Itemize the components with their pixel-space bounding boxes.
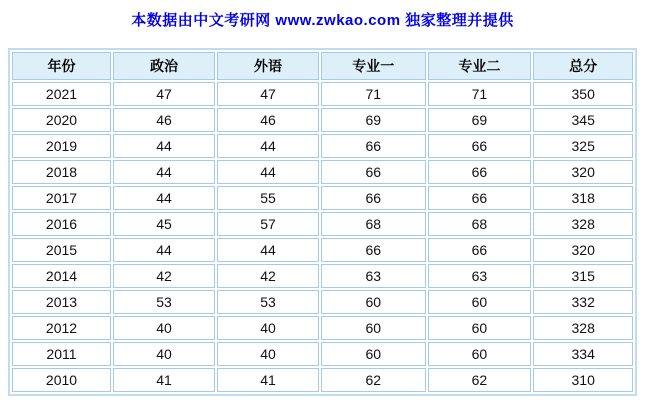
table-row: [12, 290, 633, 314]
table-row: [12, 368, 633, 392]
table-cell: 60: [428, 290, 532, 314]
table-row: [12, 316, 633, 340]
table-header: [12, 52, 633, 80]
table-cell: 2019: [12, 134, 111, 158]
table-cell: 2010: [12, 368, 111, 392]
table-cell: 44: [217, 238, 319, 262]
table-cell: 40: [217, 342, 319, 366]
table-cell: 62: [428, 368, 532, 392]
table-cell: 69: [321, 108, 425, 132]
table-cell: 46: [113, 108, 215, 132]
table-cell: 66: [428, 134, 532, 158]
table-cell: 55: [217, 186, 319, 210]
page-title: 本数据由中文考研网 www.zwkao.com 独家整理并提供: [131, 12, 514, 29]
table-cell: 320: [533, 160, 633, 184]
table-cell: 315: [533, 264, 633, 288]
table-cell: 318: [533, 186, 633, 210]
table-cell: 66: [428, 160, 532, 184]
table-row: [12, 82, 633, 106]
table-cell: 334: [533, 342, 633, 366]
table-cell: 63: [428, 264, 532, 288]
table-cell: 66: [428, 186, 532, 210]
table-cell: 2015: [12, 238, 111, 262]
table-cell: 2012: [12, 316, 111, 340]
table-cell: 2013: [12, 290, 111, 314]
table-cell: 44: [113, 134, 215, 158]
table-cell: 68: [321, 212, 425, 236]
table-cell: 44: [113, 186, 215, 210]
table-row: [12, 212, 633, 236]
table-row: [12, 160, 633, 184]
table-cell: 66: [321, 238, 425, 262]
table-cell: 53: [113, 290, 215, 314]
table-body: [12, 82, 633, 392]
table-cell: 71: [321, 82, 425, 106]
table-cell: 71: [428, 82, 532, 106]
table-row: [12, 238, 633, 262]
table-cell: 42: [113, 264, 215, 288]
table-cell: 41: [217, 368, 319, 392]
table-cell: 66: [321, 186, 425, 210]
table-cell: 44: [217, 160, 319, 184]
table-cell: 2021: [12, 82, 111, 106]
table-cell: 53: [217, 290, 319, 314]
table-cell: 350: [533, 82, 633, 106]
table-cell: 2011: [12, 342, 111, 366]
column-header-5: 总分: [533, 52, 633, 80]
table-cell: 44: [113, 238, 215, 262]
table-cell: 40: [217, 316, 319, 340]
table-cell: 68: [428, 212, 532, 236]
table-cell: 44: [113, 160, 215, 184]
table-cell: 46: [217, 108, 319, 132]
column-header-4: 专业二: [428, 52, 532, 80]
table-cell: 42: [217, 264, 319, 288]
table-cell: 40: [113, 342, 215, 366]
table-cell: 47: [113, 82, 215, 106]
table-cell: 60: [321, 290, 425, 314]
table-cell: 47: [217, 82, 319, 106]
table-row: [12, 134, 633, 158]
table-row: [12, 186, 633, 210]
table-cell: 2016: [12, 212, 111, 236]
table-cell: 60: [428, 316, 532, 340]
table-cell: 60: [428, 342, 532, 366]
table-cell: 320: [533, 238, 633, 262]
table-cell: 310: [533, 368, 633, 392]
table-cell: 328: [533, 212, 633, 236]
table-cell: 66: [321, 134, 425, 158]
column-header-2: 外语: [217, 52, 319, 80]
table-cell: 57: [217, 212, 319, 236]
table-cell: 2014: [12, 264, 111, 288]
table-cell: 332: [533, 290, 633, 314]
table-cell: 2020: [12, 108, 111, 132]
table-cell: 2018: [12, 160, 111, 184]
column-header-1: 政治: [113, 52, 215, 80]
table-cell: 44: [217, 134, 319, 158]
table-cell: 62: [321, 368, 425, 392]
table-cell: 41: [113, 368, 215, 392]
table-row: [12, 342, 633, 366]
table-cell: 45: [113, 212, 215, 236]
table-row: [12, 108, 633, 132]
table-cell: 325: [533, 134, 633, 158]
header-row: [12, 52, 633, 80]
table-cell: 60: [321, 316, 425, 340]
table-cell: 40: [113, 316, 215, 340]
table-cell: 328: [533, 316, 633, 340]
column-header-0: 年份: [12, 52, 111, 80]
table-cell: 69: [428, 108, 532, 132]
scores-table: [8, 48, 637, 396]
column-header-3: 专业一: [321, 52, 425, 80]
table-cell: 66: [428, 238, 532, 262]
table-cell: 66: [321, 160, 425, 184]
table-cell: 60: [321, 342, 425, 366]
table-row: [12, 264, 633, 288]
table-cell: 345: [533, 108, 633, 132]
table-cell: 63: [321, 264, 425, 288]
table-cell: 2017: [12, 186, 111, 210]
